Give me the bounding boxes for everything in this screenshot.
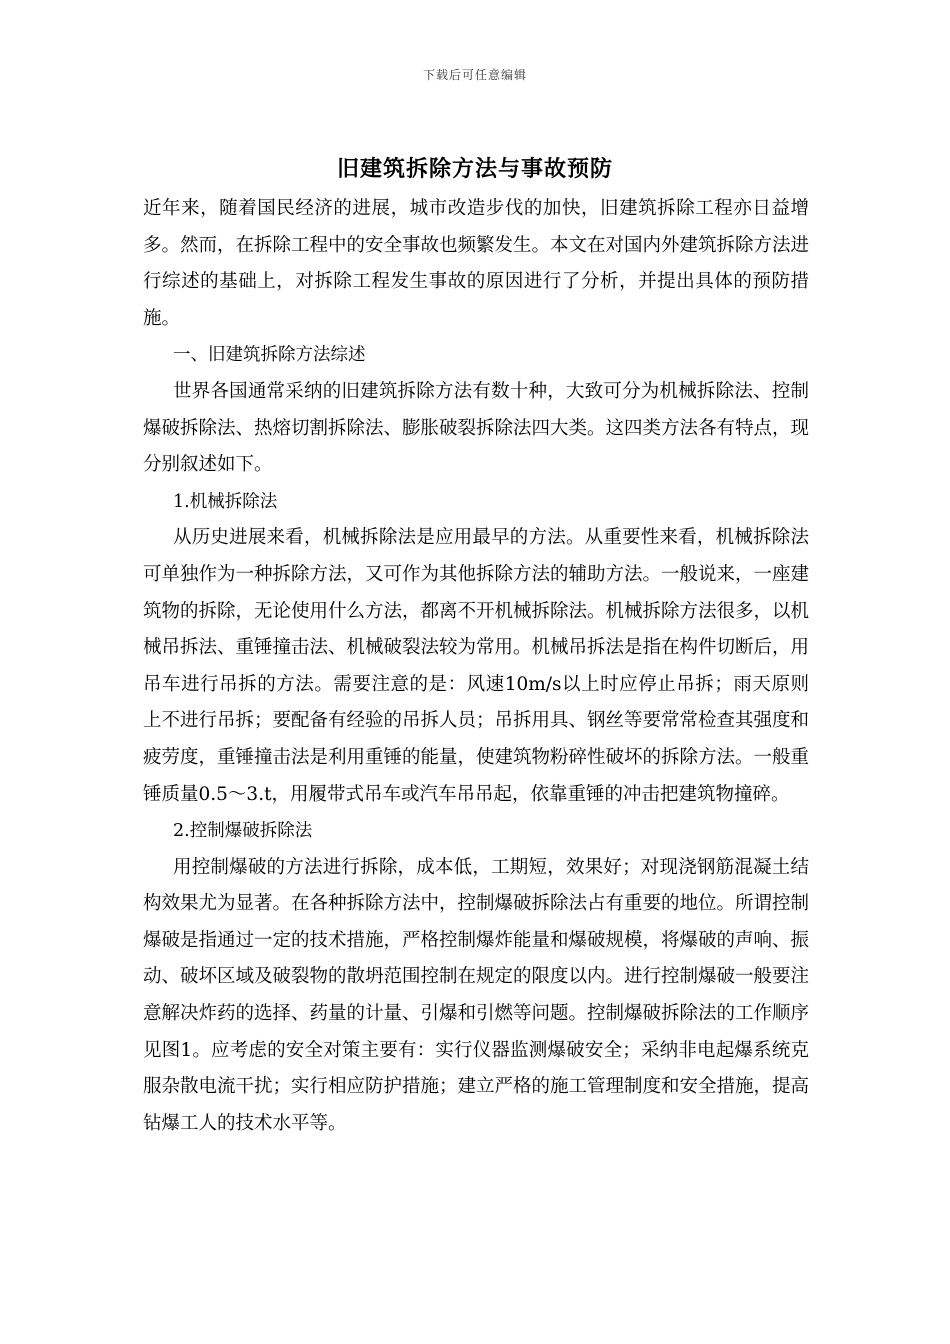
page-header: 下载后可任意编辑 [422,68,527,82]
subsection-heading-blasting: 2.控制爆破拆除法 [173,821,313,842]
intro-paragraph: 近年来，随着国民经济的进展，城市改造步伐的加快，旧建筑拆除工程亦日益增多。然而，在拆除工程中的安全事故也频繁发生。本文在对国内外建筑拆除方法进行综述的基础上，对拆除工程发生事故的原因进行了分析，并提出具体的预防措施。 [143,198,810,329]
subsection-paragraph-blasting: 用控制爆破的方法进行拆除，成本低，工期短，效果好；对现浇钢筋混凝土结构效果尤为显著。在各种拆除方法中，控制爆破拆除法占有重要的地位。所谓控制爆破是指通过一定的技术措施，严格控制爆炸能量和爆破规模，将爆破的声响、振动、破坏区域及破裂物的散坍范围控制在规定的限度以内。进行控制爆破一般要注意解决炸药的选择、药量的计量、引爆和引燃等问题。控制爆破拆除法的工作顺序见图1。应考虑的安全对策主要有：实行仪器监测爆破安全；采纳非电起爆系统克服杂散电流干扰；实行相应防护措施；建立严格的施工管理制度和安全措施，提高钻爆工人的技术水平等。 [143,856,810,1134]
document-title: 旧建筑拆除方法与事故预防 [336,156,613,182]
subsection-paragraph-mechanical: 从历史进展来看，机械拆除法是应用最早的方法。从重要性来看，机械拆除法可单独作为一种拆除方法，又可作为其他拆除方法的辅助方法。一般说来，一座建筑物的拆除，无论使用什么方法，都离不开机械拆除法。机械拆除方法很多，以机械吊拆法、重锤撞击法、机械破裂法较为常用。机械吊拆法是指在构件切断后，用吊车进行吊拆的方法。需要注意的是：风速10m/s以上时应停止吊拆；雨天原则上不进行吊拆；要配备有经验的吊拆人员；吊拆用具、钢丝等要常常检查其强度和疲劳度，重锤撞击法是利用重锤的能量，使建筑物粉碎性破坏的拆除方法。一般重锤质量0.5～3.t，用履带式吊车或汽车吊吊起，依靠重锤的冲击把建筑物撞碎。 [143,527,810,805]
document-body [143,191,809,1142]
section-heading: 一、旧建筑拆除方法综述 [173,345,366,366]
section-paragraph: 世界各国通常采纳的旧建筑拆除方法有数十种，大致可分为机械拆除法、控制爆破拆除法、热熔切割拆除法、膨胀破裂拆除法四大类。这四类方法各有特点，现分别叙述如下。 [143,380,810,476]
subsection-heading-mechanical: 1.机械拆除法 [173,491,278,512]
